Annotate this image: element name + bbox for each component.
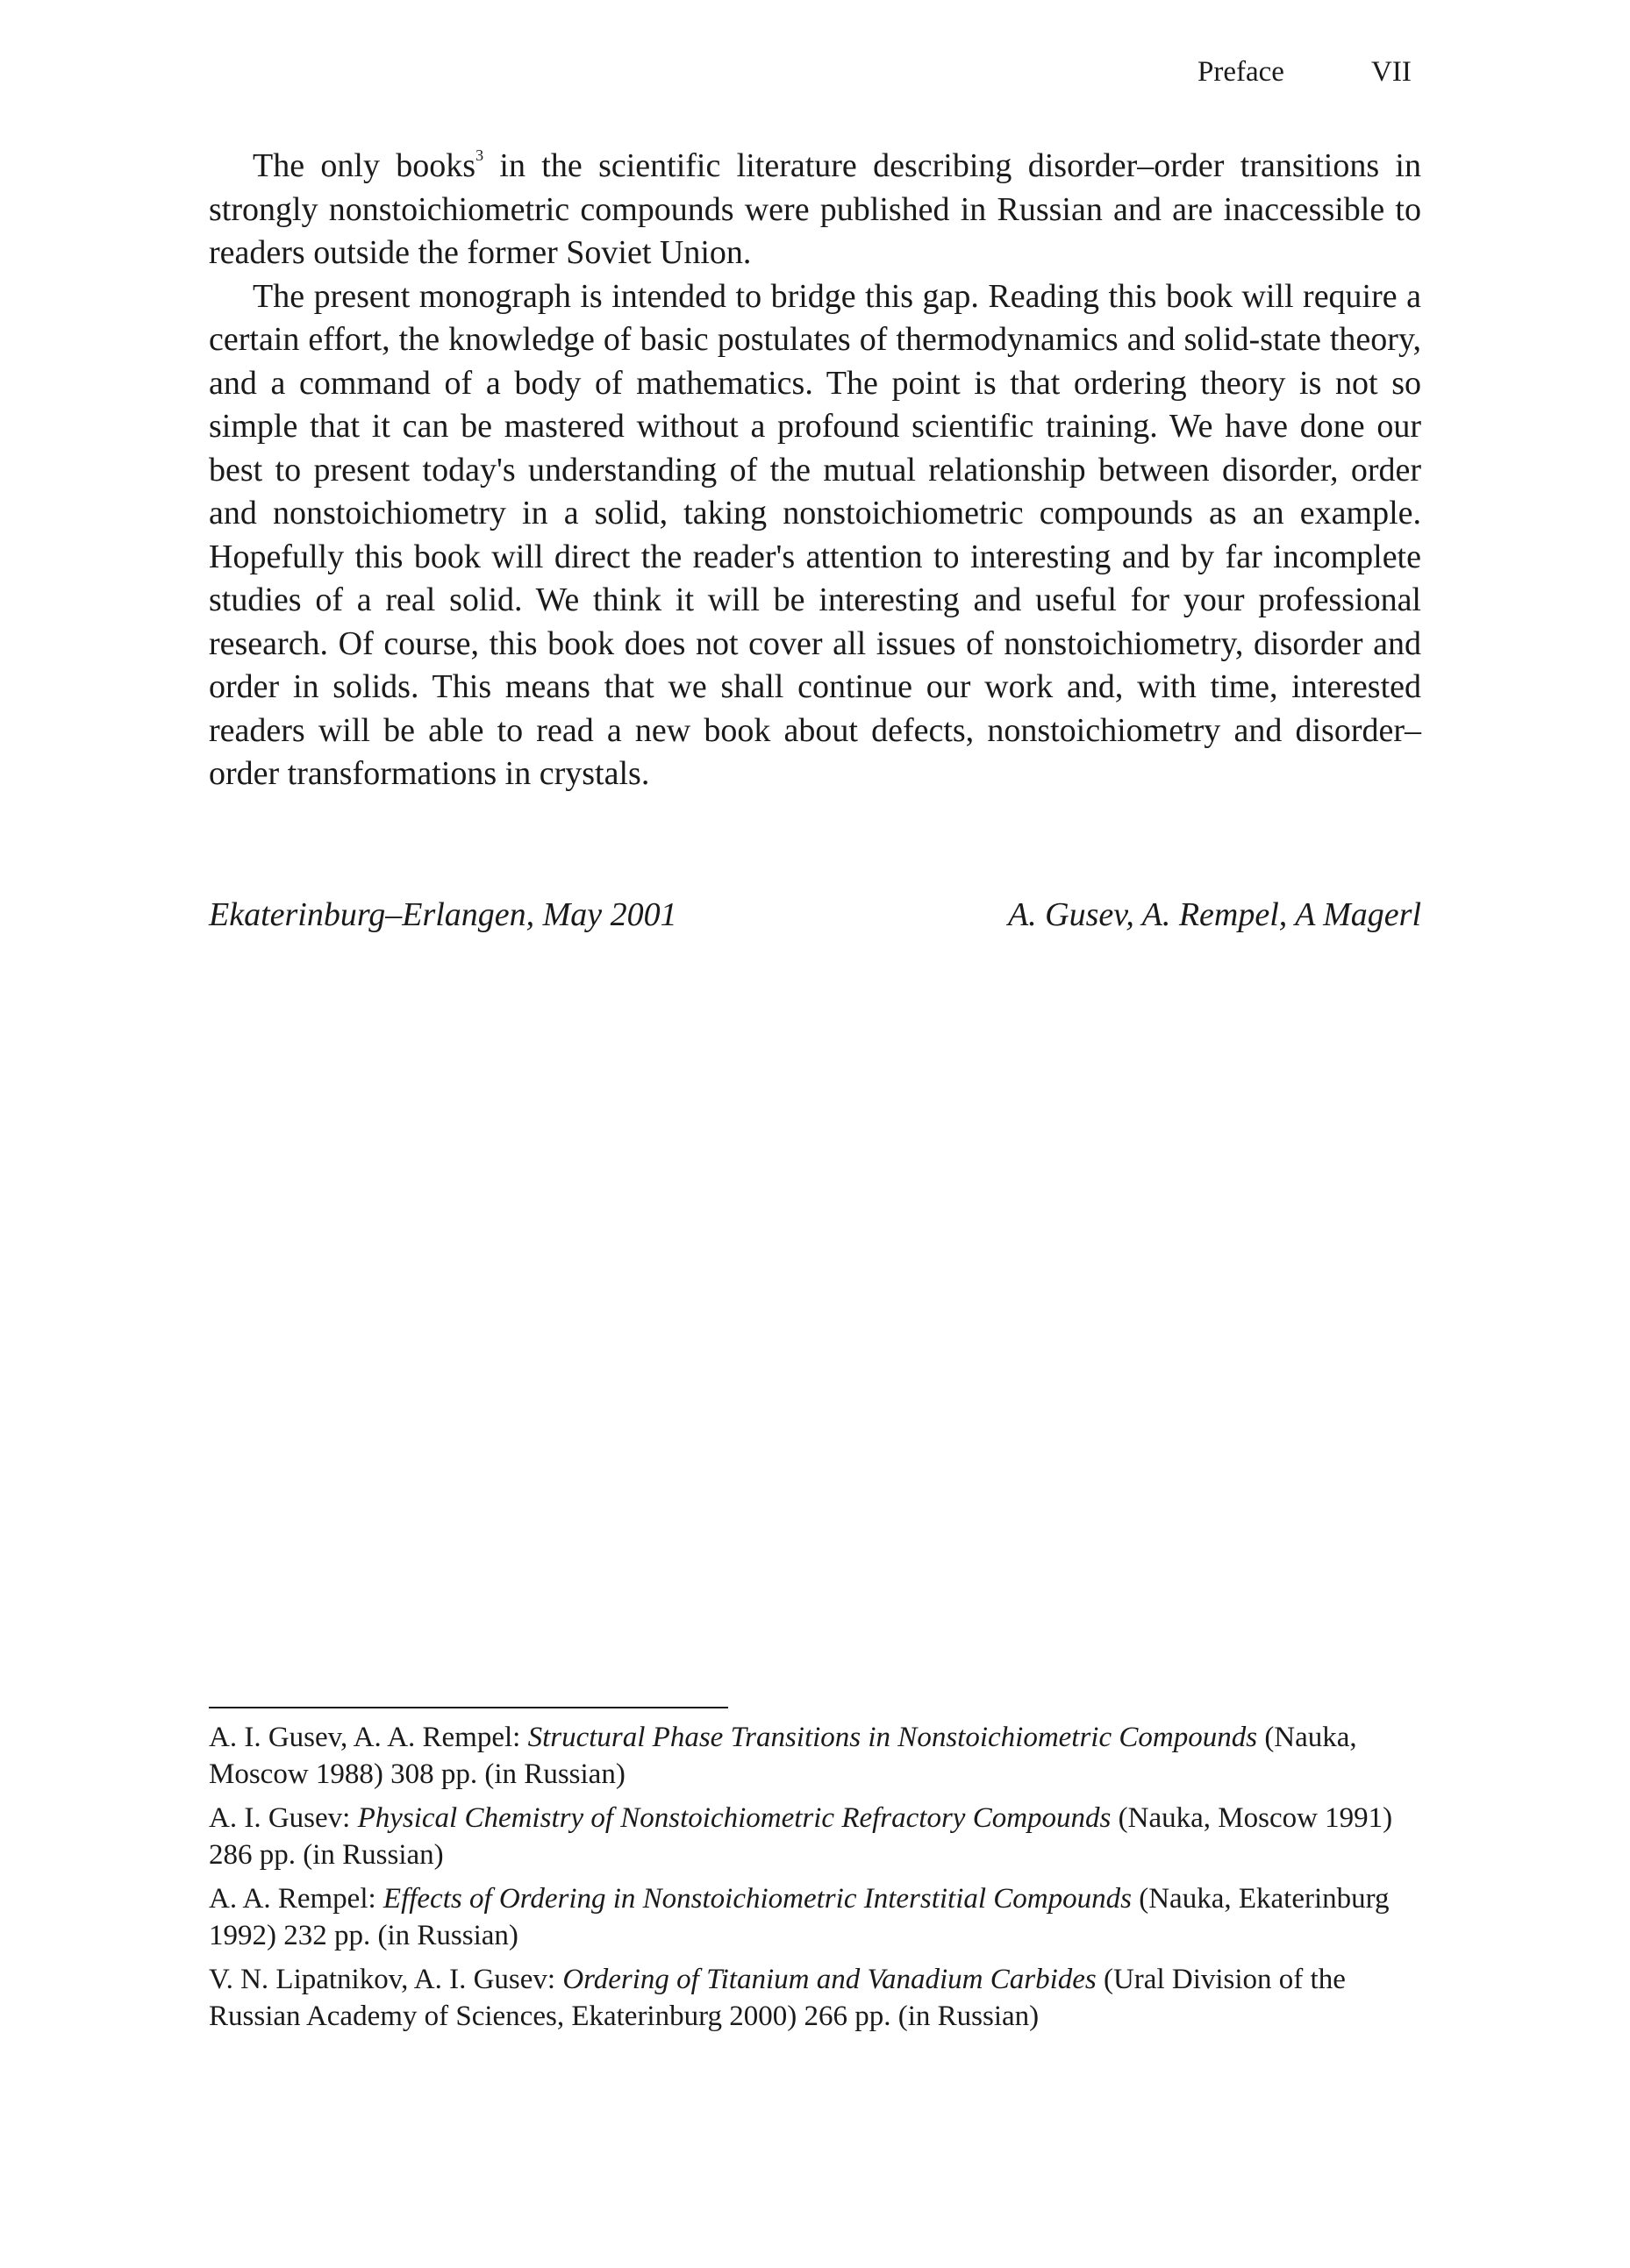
footnote-title: Ordering of Titanium and Vanadium Carbides (562, 1964, 1097, 1995)
footnote-entry (209, 1961, 1411, 2035)
place-and-date: Ekaterinburg–Erlangen, May 2001 (209, 896, 677, 933)
footnote-authors: A. I. Gusev, A. A. Rempel: (209, 1722, 528, 1753)
footnote-entry (209, 1800, 1411, 1873)
page-number: VII (1371, 56, 1412, 88)
footnote-authors: A. I. Gusev: (209, 1802, 358, 1834)
paragraph-1-rest: in the scientific literature describing disorder–order transitions in strongly nonstoichiometric compounds were published in Russian and are inaccessible to readers outside the former Soviet Union. (209, 147, 1421, 271)
footnote-entry (209, 1880, 1411, 1954)
paragraph-1-start: The only books (253, 147, 476, 184)
footnotes (209, 1719, 1411, 2042)
footnote-marker: 3 (475, 146, 484, 164)
footnote-publication: (Nauka, Moscow 1988) 308 pp. (in Russian) (209, 1722, 1357, 1790)
running-header-section: Preface (1197, 56, 1284, 88)
paragraph-1 (209, 145, 1421, 275)
footnote-publication: (Ural Division of the Russian Academy of Sciences, Ekaterinburg 2000) 266 pp. (in Russian) (209, 1964, 1346, 2032)
paragraph-2: The present monograph is intended to bridge this gap. Reading this book will require a certain effort, the knowledge of basic postulates of thermodynamics and solid-state theory, and a command of a body of mathematics. The point is that ordering theory is not so simple that it can be mastered without a profound scientific training. We have done our best to present today's understanding of the mutual relationship between disorder, order and nonstoichiometry in a solid, taking nonstoichiometric compounds as an example. Hopefully this book will direct the reader's attention to interesting and by far incomplete studies of a real solid. We think it will be interesting and useful for your professional research. Of course, this book does not cover all issues of nonstoichiometry, disorder and order in solids. This means that we shall continue our work and, with time, interested readers will be able to read a new book about defects, nonstoichiometry and disorder–order transformations in crystals. (209, 277, 1421, 792)
signature-line (209, 893, 1421, 937)
preface-body (209, 145, 1421, 796)
footnote-title: Effects of Ordering in Nonstoichiometric Interstitial Compounds (382, 1883, 1132, 1915)
footnote-title: Physical Chemistry of Nonstoichiometric Refractory Compounds (357, 1802, 1112, 1834)
footnote-authors: V. N. Lipatnikov, A. I. Gusev: (209, 1964, 563, 1995)
footnote-publication: (Nauka, Moscow 1991) 286 pp. (in Russian) (209, 1802, 1393, 1871)
footnote-publication: (Nauka, Ekaterinburg 1992) 232 pp. (in Russian) (209, 1883, 1390, 1951)
author-names: A. Gusev, A. Rempel, A Magerl (1007, 896, 1421, 933)
footnote-separator (209, 1707, 728, 1708)
footnote-entry (209, 1719, 1411, 1793)
footnote-authors: A. A. Rempel: (209, 1883, 383, 1915)
footnote-title: Structural Phase Transitions in Nonstoichiometric Compounds (527, 1722, 1258, 1753)
